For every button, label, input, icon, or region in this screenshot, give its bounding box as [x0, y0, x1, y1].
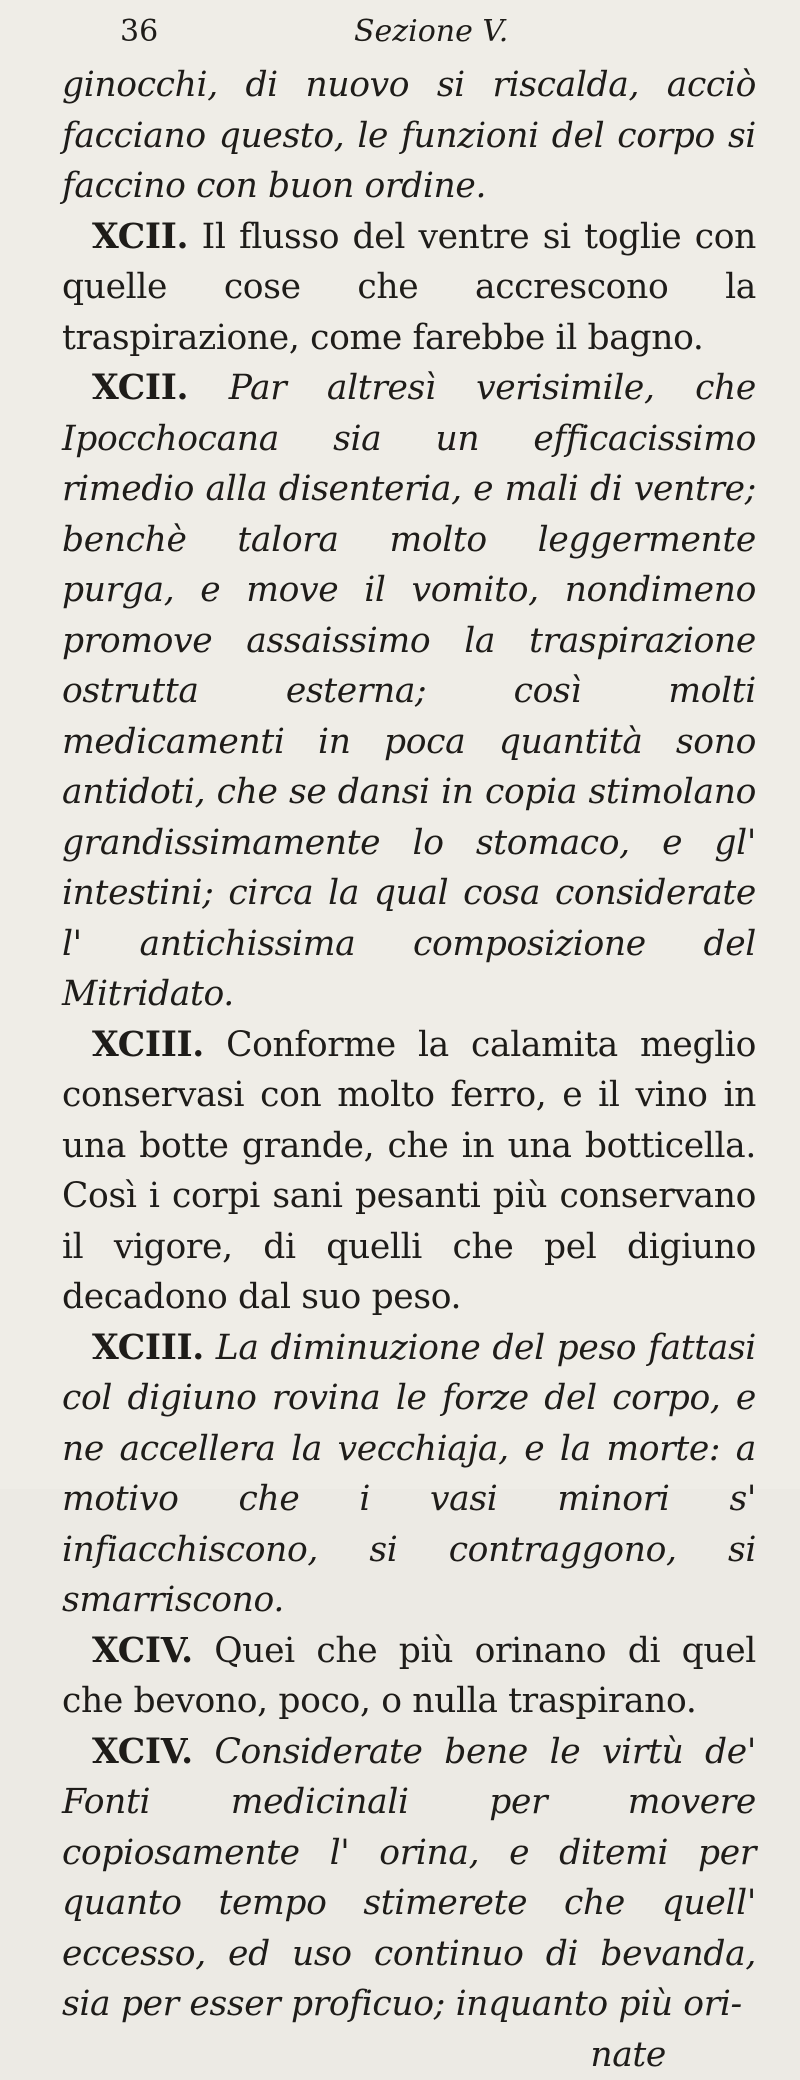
aphorism-number: XCIV. [92, 1732, 193, 1772]
aphorism-paragraph [62, 1020, 756, 1323]
paragraph-text: Conforme la calamita meglio conservasi con molto ferro, e il vino in una botte grande, che in una botticella. Così i corpi sani pesanti più conservano il vigore, di quelli che pel digiuno decadono dal suo peso. [62, 1025, 756, 1318]
aphorism-number: XCII. [92, 368, 188, 408]
aphorism-paragraph [62, 1727, 756, 2030]
paragraph-continuation [62, 60, 756, 212]
paragraph-text: La diminuzione del peso fattasi col digiuno rovina le forze del corpo, e ne accellera la vecchiaja, e la morte: a motivo che i vasi minori s' infiacchiscono, si contraggono, si smarriscono. [62, 1328, 756, 1621]
aphorism-number: XCIII. [92, 1328, 204, 1368]
paragraph-text: Il flusso del ventre si toglie con quelle cose che accrescono la traspirazione, come farebbe il bagno. [62, 217, 756, 358]
aphorism-number: XCIV. [92, 1631, 193, 1671]
aphorism-paragraph [62, 212, 756, 364]
paragraph-text: Quei che più orinano di quel che bevono, poco, o nulla traspirano. [62, 1631, 756, 1722]
paragraph-text: Considerate bene le virtù de' Fonti medicinali per movere copiosamente l' orina, e ditemi per quanto tempo stimerete che quell' eccesso, ed uso continuo di bevanda, sia per esser proficuo; inquanto più ori- [62, 1732, 756, 2025]
running-head [62, 14, 756, 60]
aphorism-number: XCII. [92, 217, 188, 257]
aphorism-paragraph [62, 1626, 756, 1727]
aphorism-paragraph [62, 1323, 756, 1626]
catchword: nate [62, 2030, 756, 2080]
aphorism-paragraph [62, 363, 756, 1020]
page-number: 36 [120, 14, 158, 49]
section-title: Sezione V. [354, 14, 508, 49]
paragraph-text: Par altresì verisimile, che Ipocchocana sia un efficacissimo rimedio alla disenteria, e mali di ventre; benchè talora molto leggermente purga, e move il vomito, nondimeno promove assaissimo la traspirazione ostrutta esterna; così molti medicamenti in poca quantità sono antidoti, che se dansi in copia stimolano grandissimamente lo stomaco, e gl' intestini; circa la qual cosa considerate l' antichissima composizione del Mitridato. [62, 368, 756, 1014]
paragraph-text: ginocchi, di nuovo si riscalda, acciò facciano questo, le funzioni del corpo si faccino con buon ordine. [62, 65, 756, 206]
body-text [62, 60, 756, 2080]
aphorism-number: XCIII. [92, 1025, 204, 1065]
